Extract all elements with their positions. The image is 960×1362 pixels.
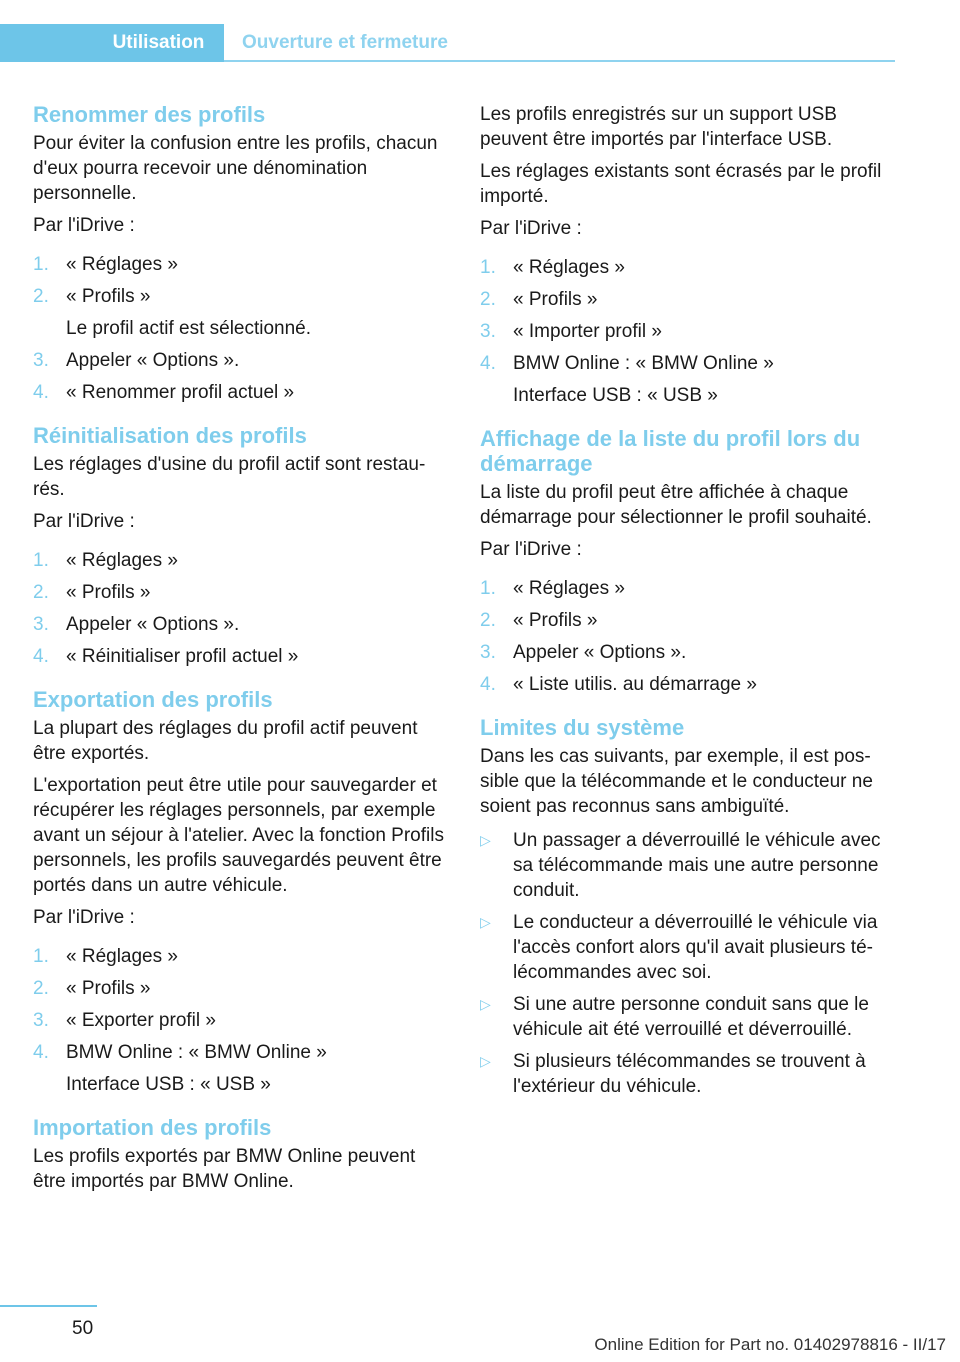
step-number: 3. xyxy=(33,350,49,371)
paragraph: Les profils exportés par BMW Online peuvent être importés par BMW Online. xyxy=(33,1146,416,1192)
paragraph: L'exportation peut être utile pour sauvegarder et récupérer les réglages personnels, par exemple avant un séjour à l'atelier. Avec la fonction Profils personnels, les profils sauvegardés peuvent être portés dans un autre véhicule. xyxy=(33,775,444,896)
paragraph: Les réglages d'usine du profil actif sont restaurés. xyxy=(33,454,426,500)
step-number: 2. xyxy=(480,610,496,631)
page-number: 50 xyxy=(72,1318,94,1339)
paragraph: Par l'iDrive : xyxy=(480,539,582,560)
list-item: 1. « Réglages » xyxy=(33,254,178,275)
step-number: 4. xyxy=(33,646,49,667)
step-number: 2. xyxy=(480,289,496,310)
step-number: 1. xyxy=(480,257,496,278)
list-item: 2. « Profils » xyxy=(480,610,598,631)
header-tab-ouverture: Ouverture et fermeture xyxy=(242,32,448,53)
steps-affichage xyxy=(480,576,898,697)
steps-importation xyxy=(480,255,898,408)
list-item: 3. Appeler « Options ». xyxy=(33,614,240,635)
section-title-importation: Importation des profils xyxy=(33,1115,272,1140)
step-number: 3. xyxy=(33,614,49,635)
list-item: 4. « Réinitialiser profil actuel » xyxy=(33,646,299,667)
paragraph: Par l'iDrive : xyxy=(33,511,135,532)
list-item: ▷ Un passager a déverrouillé le véhicule avec sa télécommande mais une autre personne conduit. xyxy=(480,830,881,901)
paragraph: La liste du profil peut être affichée à chaque démarrage pour sélectionner le profil souhaité. xyxy=(480,482,872,528)
header-accent-block xyxy=(0,24,100,62)
step-note: Interface USB : « USB » xyxy=(513,385,718,406)
triangle-bullet-icon: ▷ xyxy=(480,1053,491,1069)
section-title-reinitialisation: Réinitialisation des profils xyxy=(33,423,307,448)
list-item: ▷ Si une autre personne conduit sans que le véhicule ait été verrouillé et déverrouillé. xyxy=(480,994,869,1040)
steps-reinitialisation xyxy=(33,548,448,669)
step-number: 3. xyxy=(480,642,496,663)
paragraph: Les profils enregistrés sur un support USB peuvent être importés par l'interface USB. xyxy=(480,104,837,150)
list-item: 1. « Réglages » xyxy=(33,946,178,967)
page-header xyxy=(0,24,895,62)
step-number: 2. xyxy=(33,286,49,307)
section-title-affichage: Affichage de la liste du profil lors du démarrage xyxy=(480,426,861,476)
section-title-limites: Limites du système xyxy=(480,715,685,740)
paragraph: Par l'iDrive : xyxy=(33,215,135,236)
step-note: Le profil actif est sélectionné. xyxy=(66,318,312,339)
triangle-bullet-icon: ▷ xyxy=(480,832,491,848)
list-item: 2. « Profils » xyxy=(33,978,151,999)
list-item: 2. « Profils » xyxy=(33,582,151,603)
step-note: Interface USB : « USB » xyxy=(66,1074,271,1095)
edition-note: Online Edition for Part no. 01402978816 - II/17 xyxy=(594,1335,946,1354)
list-item: 3. « Exporter profil » xyxy=(33,1010,216,1031)
paragraph: Les réglages existants sont écrasés par le profil importé. xyxy=(480,161,882,207)
list-item: 3. Appeler « Options ». xyxy=(33,350,240,371)
list-item: 2. « Profils » xyxy=(480,289,598,310)
step-number: 1. xyxy=(33,550,49,571)
list-item: 4. BMW Online : « BMW Online » Interface USB : « USB » xyxy=(480,351,898,408)
list-item: 3. Appeler « Options ». xyxy=(480,642,687,663)
step-number: 2. xyxy=(33,582,49,603)
step-number: 4. xyxy=(33,382,49,403)
step-number: 3. xyxy=(33,1010,49,1031)
header-tab-utilisation: Utilisation xyxy=(93,24,224,62)
list-item: 1. « Réglages » xyxy=(33,550,178,571)
paragraph: La plupart des réglages du profil actif peuvent être exportés. xyxy=(33,718,418,764)
paragraph: Par l'iDrive : xyxy=(480,218,582,239)
list-item: 3. « Importer profil » xyxy=(480,321,662,342)
step-number: 4. xyxy=(480,674,496,695)
list-item: 1. « Réglages » xyxy=(480,578,625,599)
step-number: 3. xyxy=(480,321,496,342)
list-item: ▷ Si plusieurs télécommandes se trouvent à l'extérieur du véhicule. xyxy=(480,1051,866,1097)
list-item: 2. « Profils » Le profil actif est sélectionné. xyxy=(33,284,448,341)
step-number: 1. xyxy=(480,578,496,599)
header-rule xyxy=(224,60,895,62)
paragraph: Dans les cas suivants, par exemple, il est possible que la télécommande et le conducteur ne soient pas reconnus sans ambiguïté. xyxy=(480,746,873,817)
step-number: 4. xyxy=(33,1042,49,1063)
left-column xyxy=(33,102,448,1194)
list-item: ▷ Le conducteur a déverrouillé le véhicule via l'accès confort alors qu'il avait plusieurs télécommandes avec soi. xyxy=(480,912,878,983)
section-title-exportation: Exportation des profils xyxy=(33,687,273,712)
step-number: 4. xyxy=(480,353,496,374)
list-item: 4. « Renommer profil actuel » xyxy=(33,382,295,403)
step-number: 2. xyxy=(33,978,49,999)
steps-renommer xyxy=(33,252,448,405)
right-column xyxy=(480,102,898,1106)
limits-list xyxy=(480,828,898,1099)
steps-exportation xyxy=(33,944,448,1097)
list-item: 4. « Liste utilis. au démarrage » xyxy=(480,674,757,695)
step-number: 1. xyxy=(33,946,49,967)
list-item: 4. BMW Online : « BMW Online » Interface USB : « USB » xyxy=(33,1040,448,1097)
paragraph: Pour éviter la confusion entre les profils, chacun d'eux pourra recevoir une dénomination personnelle. xyxy=(33,133,438,204)
section-title-renommer: Renommer des profils xyxy=(33,102,266,127)
paragraph: Par l'iDrive : xyxy=(33,907,135,928)
footer-rule xyxy=(0,1305,97,1307)
step-number: 1. xyxy=(33,254,49,275)
list-item: 1. « Réglages » xyxy=(480,257,625,278)
triangle-bullet-icon: ▷ xyxy=(480,914,491,930)
triangle-bullet-icon: ▷ xyxy=(480,996,491,1012)
